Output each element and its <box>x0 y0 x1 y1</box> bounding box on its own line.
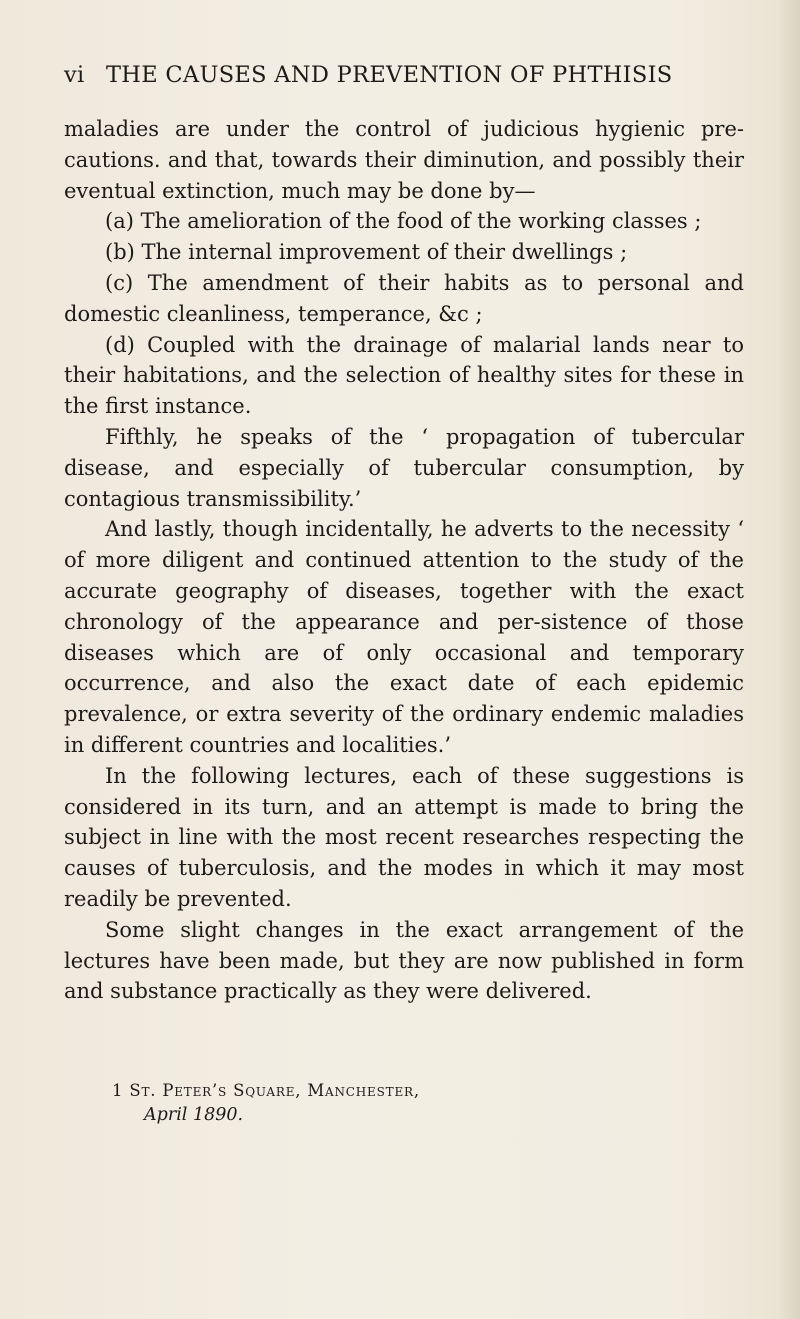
page-number: vi <box>64 62 85 88</box>
preface-signature <box>112 1078 712 1128</box>
list-item-c: (c) The amendment of their habits as to personal and domestic cleanliness, temperance, &c ; <box>64 270 744 326</box>
paragraph-following-lectures: In the following lectures, each of these suggestions is considered in its turn, and an attempt is made to bring the subject in line with the most recent researches respecting the causes of tuberculosis, and the modes in which it may most readily be prevented. <box>64 763 744 911</box>
paragraph-continued: maladies are under the control of judicious hygienic pre-cautions. and that, towards their diminution, and possibly their eventual extinction, much may be done by— <box>64 117 744 203</box>
list-item-d: (d) Coupled with the drainage of malarial lands near to their habitations, and the selection of healthy sites for these in the first instance. <box>64 332 744 419</box>
list-item-b: (b) The internal improvement of their dwellings ; <box>105 240 628 265</box>
paragraph-lastly: And lastly, though incidentally, he adverts to the necessity ‘ of more diligent and continued attention to the study of the accurate geography of diseases, together with the exact chronology of the appearance and per-sistence of those diseases which are of only occasional and temporary occurrence, and also the exact date of each epidemic prevalence, or extra severity of the ordinary endemic maladies in different countries and localities.’ <box>64 517 744 757</box>
paragraph-changes: Some slight changes in the exact arrangement of the lectures have been made, but they are now published in form and substance practically as they were delivered. <box>64 917 744 1004</box>
signature-date: April 1890. <box>144 1105 244 1125</box>
page-edge-shadow <box>778 0 800 1319</box>
running-title: THE CAUSES AND PREVENTION OF PHTHISIS <box>105 62 673 88</box>
paragraph-fifthly: Fifthly, he speaks of the ‘ propagation of tubercular disease, and especially of tubercular consumption, by contagious transmissibility.’ <box>64 424 744 511</box>
body-text <box>64 114 744 1007</box>
signature-address: 1 St. Peter’s Square, Manchester, <box>112 1081 420 1100</box>
running-head <box>64 62 764 88</box>
list-item-a: (a) The amelioration of the food of the working classes ; <box>105 209 702 234</box>
